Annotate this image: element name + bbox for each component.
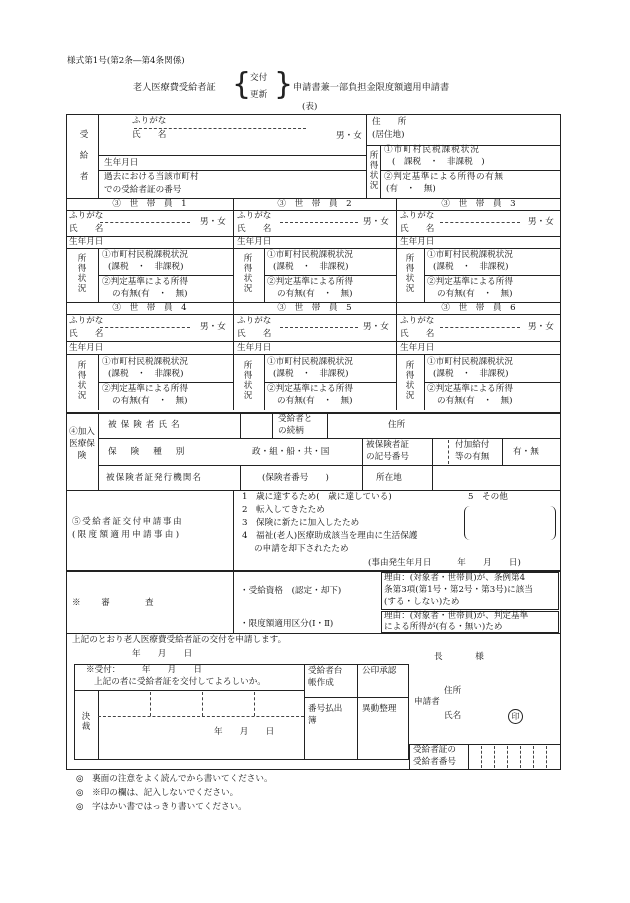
decision-date: 年 月 日 bbox=[214, 727, 275, 737]
household-3-income-label: 所得状況 bbox=[405, 254, 415, 294]
household-2-name: 氏 名 bbox=[237, 224, 272, 234]
insured-name-label: 被保険者氏名 bbox=[108, 420, 184, 430]
household-6-header: ③ 世 帯 員 6 bbox=[441, 303, 516, 313]
reason-other-bracket bbox=[464, 506, 556, 540]
household-1-judge-options[interactable]: の有無(有 ・ 無) bbox=[112, 289, 188, 299]
note-1: ◎ 裏面の注意をよく読んでから書いてください。 bbox=[76, 774, 273, 784]
household-3-header: ③ 世 帯 員 3 bbox=[441, 199, 516, 209]
application-date: 年 月 日 bbox=[132, 649, 193, 659]
brace-right-icon: } bbox=[274, 67, 294, 102]
ledger-label-1: 受給者台 bbox=[308, 666, 343, 676]
recipient-past-number-label-1: 過去における当該市町村 bbox=[104, 172, 199, 182]
household-4-birth: 生年月日 bbox=[69, 343, 104, 353]
card-number-label-2: の記号番号 bbox=[366, 452, 409, 462]
recipient-tax-options[interactable]: ( 課税 ・ 非課税 ) bbox=[392, 157, 485, 167]
household-6-name: 氏 名 bbox=[400, 329, 435, 339]
household-6-tax-options[interactable]: (課税 ・ 非課税) bbox=[433, 369, 509, 379]
title-option-issue: 交付 bbox=[250, 73, 268, 83]
household-6-income-label: 所得状況 bbox=[405, 361, 415, 401]
application-addressee: 長 様 bbox=[434, 652, 496, 662]
review-eligibility[interactable]: ・受給資格 (認定・却下) bbox=[240, 586, 342, 596]
number-issue-label-2: 簿 bbox=[308, 716, 317, 726]
recipient-address-label: 住 所 bbox=[372, 117, 407, 127]
household-2-header: ③ 世 帯 員 2 bbox=[277, 199, 352, 209]
household-6-furigana: ふりがな bbox=[400, 316, 435, 326]
household-2-birth: 生年月日 bbox=[237, 237, 272, 247]
benefit-label-1: 付加給付 bbox=[455, 440, 490, 450]
insurance-section-text: ④加入医療保険 bbox=[69, 427, 95, 461]
seal-icon: 印 bbox=[508, 709, 523, 724]
recipient-furigana-label: ふりがな bbox=[132, 116, 167, 126]
application-statement: 上記のとおり老人医療費受給者証の交付を申請します。 bbox=[72, 635, 287, 645]
household-5-judge: ②判定基準による所得 bbox=[267, 384, 353, 394]
household-1-birth: 生年月日 bbox=[69, 237, 104, 247]
reason-item-2[interactable]: 2 転入してきたため bbox=[242, 505, 325, 515]
insurance-type-options[interactable]: 政・組・船・共・国 bbox=[252, 447, 330, 457]
household-4-tax-options[interactable]: (課税 ・ 非課税) bbox=[108, 369, 184, 379]
change-record-label: 異動整理 bbox=[362, 704, 397, 714]
review-reason-1-line-3: (する・しない)ため bbox=[384, 597, 460, 607]
title-sub: 申請書兼一部負担金限度額適用申請書 bbox=[293, 82, 450, 93]
household-2-sex[interactable]: 男・女 bbox=[363, 217, 389, 227]
note-3: ◎ 字はかい書ではっきり書いてください。 bbox=[76, 802, 247, 812]
benefit-options[interactable]: 有・無 bbox=[513, 447, 539, 457]
household-6-tax-status: ①市町村民税課税状況 bbox=[427, 357, 513, 367]
household-6-sex[interactable]: 男・女 bbox=[528, 322, 554, 332]
reason-occurrence-date: (事由発生年月日 年 月 日) bbox=[368, 558, 521, 568]
review-reason-1-line-2: 条第3項(第1号・第2号・第3号)に該当 bbox=[384, 585, 533, 595]
reason-item-3[interactable]: 3 保険に新たに加入したため bbox=[242, 518, 360, 528]
household-6-judge: ②判定基準による所得 bbox=[427, 384, 513, 394]
recipient-birth-label: 生年月日 bbox=[104, 158, 139, 168]
recipient-past-number-label-2: での受給者証の番号 bbox=[104, 185, 182, 195]
household-1-furigana: ふりがな bbox=[69, 211, 104, 221]
household-1-tax-options[interactable]: (課税 ・ 非課税) bbox=[108, 262, 184, 272]
household-4-name: 氏 名 bbox=[69, 329, 104, 339]
household-5-income-label: 所得状況 bbox=[243, 361, 253, 401]
household-5-header: ③ 世 帯 員 5 bbox=[277, 303, 352, 313]
title-option-renew: 更新 bbox=[250, 90, 268, 100]
household-3-judge: ②判定基準による所得 bbox=[427, 277, 513, 287]
recipient-judge-income: ②判定基準による所得の有無 bbox=[384, 172, 504, 182]
recipient-address-sub: (居住地) bbox=[372, 130, 405, 140]
household-3-sex[interactable]: 男・女 bbox=[528, 217, 554, 227]
public-seal-label: 公印承認 bbox=[362, 666, 397, 676]
household-5-furigana: ふりがな bbox=[237, 316, 272, 326]
household-5-tax-status: ①市町村民税課税状況 bbox=[267, 357, 353, 367]
household-2-judge-options[interactable]: の有無(有 ・ 無) bbox=[277, 289, 353, 299]
applicant-label: 申請者 bbox=[414, 697, 440, 707]
household-3-tax-options[interactable]: (課税 ・ 非課税) bbox=[433, 262, 509, 272]
recipient-section-label-1: 受 bbox=[79, 130, 89, 140]
household-2-tax-status: ①市町村民税課税状況 bbox=[267, 250, 353, 260]
household-1-income-label: 所得状況 bbox=[77, 254, 87, 294]
household-4-sex[interactable]: 男・女 bbox=[200, 322, 226, 332]
household-2-furigana: ふりがな bbox=[237, 211, 272, 221]
household-1-sex[interactable]: 男・女 bbox=[200, 217, 226, 227]
issuer-label: 被保険者証発行機関名 bbox=[106, 473, 202, 483]
household-1-tax-status: ①市町村民税課税状況 bbox=[102, 250, 188, 260]
household-5-sex[interactable]: 男・女 bbox=[363, 322, 389, 332]
recipient-section-label-2: 給 bbox=[79, 151, 89, 161]
insurance-section-label bbox=[66, 426, 98, 462]
recipient-section-label-3: 者 bbox=[79, 172, 89, 182]
household-4-judge: ②判定基準による所得 bbox=[102, 384, 188, 394]
recipient-sex-options[interactable]: 男・女 bbox=[336, 131, 362, 141]
recipient-income-label: 所得状況 bbox=[369, 151, 379, 191]
household-3-furigana: ふりがな bbox=[400, 211, 435, 221]
reason-item-4[interactable]: 4 福祉(老人)医療助成該当を理由に生活保護 bbox=[242, 531, 418, 541]
household-5-tax-options[interactable]: (課税 ・ 非課税) bbox=[273, 369, 349, 379]
insurance-address-label: 住所 bbox=[388, 420, 406, 430]
household-5-judge-options[interactable]: の有無(有 ・ 無) bbox=[277, 396, 353, 406]
household-3-name: 氏 名 bbox=[400, 224, 435, 234]
household-3-birth: 生年月日 bbox=[400, 237, 435, 247]
household-2-judge: ②判定基準による所得 bbox=[267, 277, 353, 287]
household-4-tax-status: ①市町村民税課税状況 bbox=[102, 357, 188, 367]
reason-label-1: ⑤受給者証交付申請事由 bbox=[72, 517, 184, 527]
title-main: 老人医療費受給者証 bbox=[133, 82, 216, 93]
insurance-type-label: 保険種別 bbox=[108, 447, 199, 457]
recipient-name-label: 氏 名 bbox=[132, 130, 167, 140]
insurer-location-label: 所在地 bbox=[376, 473, 402, 483]
household-1-header: ③ 世 帯 員 1 bbox=[112, 199, 187, 209]
reason-item-1[interactable]: 1 歳に達するため( 歳に達している) bbox=[242, 492, 392, 502]
number-issue-label-1: 番号払出 bbox=[308, 704, 343, 714]
review-reason-1-line-1: 理由：(対象者・世帯員)が、条例第4 bbox=[384, 573, 526, 583]
household-5-birth: 生年月日 bbox=[237, 343, 272, 353]
review-reason-2-line-1: 理由：(対象者・世帯員)が、判定基準 bbox=[384, 611, 529, 621]
review-limit-class[interactable]: ・限度額適用区分(Ⅰ・Ⅱ) bbox=[240, 619, 334, 629]
relation-label-1: 受給者と bbox=[278, 414, 313, 424]
review-reason-2-line-2: による所得が(有る・無い)ため bbox=[384, 622, 503, 632]
brace-left-icon: { bbox=[232, 67, 252, 102]
household-4-header: ③ 世 帯 員 4 bbox=[112, 303, 187, 313]
household-1-judge: ②判定基準による所得 bbox=[102, 277, 188, 287]
applicant-address-label: 住所 bbox=[444, 686, 462, 696]
certificate-number-label-1: 受給者証の bbox=[413, 745, 456, 755]
note-2: ◎ ※印の欄は、記入しないでください。 bbox=[76, 788, 239, 798]
applicant-name-label: 氏名 bbox=[444, 711, 462, 721]
recipient-tax-status: ①市町村民税課税状況 bbox=[384, 145, 480, 155]
reason-item-other[interactable]: 5 その他 bbox=[468, 492, 508, 502]
household-2-tax-options[interactable]: (課税 ・ 非課税) bbox=[273, 262, 349, 272]
ledger-label-2: 帳作成 bbox=[308, 678, 334, 688]
household-4-judge-options[interactable]: の有無(有 ・ 無) bbox=[112, 396, 188, 406]
card-number-label-1: 被保険者証 bbox=[366, 440, 409, 450]
reason-label-2: (限度額適用申請事由) bbox=[72, 530, 182, 540]
decision-label: 決裁 bbox=[81, 712, 91, 732]
household-2-income-label: 所得状況 bbox=[243, 254, 253, 294]
relation-label-2: の続柄 bbox=[278, 426, 304, 436]
receipt-label: ※受付： 年 月 日 bbox=[86, 665, 203, 675]
review-label: ※ 審 査 bbox=[72, 598, 160, 608]
certificate-number-label-2: 受給者番号 bbox=[413, 757, 456, 767]
benefit-label-2: 等の有無 bbox=[455, 452, 490, 462]
household-1-name: 氏 名 bbox=[69, 224, 104, 234]
receipt-note: 上記の者に受給者証を交付してよろしいか。 bbox=[94, 677, 266, 687]
household-4-income-label: 所得状況 bbox=[77, 361, 87, 401]
household-6-judge-options[interactable]: の有無(有 ・ 無) bbox=[437, 396, 513, 406]
reason-item-4-cont: の申請を却下されたため bbox=[254, 544, 349, 554]
household-3-tax-status: ①市町村民税課税状況 bbox=[427, 250, 513, 260]
form-number: 様式第1号(第2条―第4条関係) bbox=[67, 56, 185, 66]
household-3-judge-options[interactable]: の有無(有 ・ 無) bbox=[437, 289, 513, 299]
recipient-judge-options[interactable]: (有 ・ 無) bbox=[386, 184, 436, 194]
household-4-furigana: ふりがな bbox=[69, 316, 104, 326]
household-6-birth: 生年月日 bbox=[400, 343, 435, 353]
insurer-number-label: (保険者番号 ) bbox=[262, 473, 329, 483]
page-side-label: (表) bbox=[302, 102, 318, 112]
household-5-name: 氏 名 bbox=[237, 329, 272, 339]
